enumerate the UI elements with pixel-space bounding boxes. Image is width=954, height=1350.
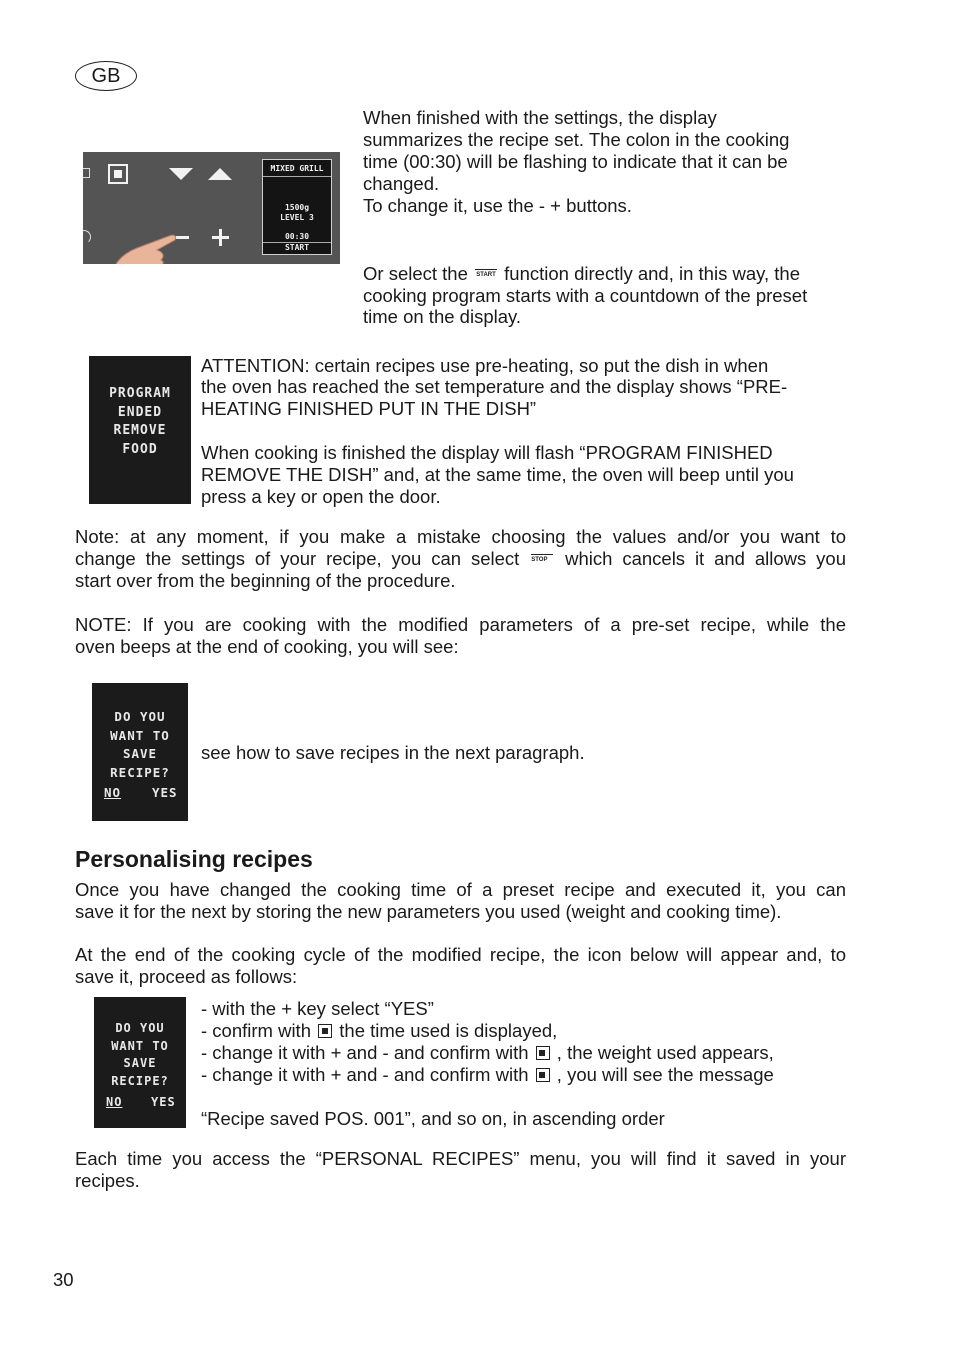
ok-square-icon: [108, 164, 128, 184]
s1-line-2: summarizes the recipe set. The colon in the cooking: [363, 129, 790, 150]
s2-line-1: ATTENTION: certain recipes use pre-heating, so put the dish in when: [201, 355, 769, 376]
section-heading: Personalising recipes: [75, 846, 313, 872]
note1-line-1: Note: at any moment, if you make a mistake choosing the values and/or you want to: [75, 526, 846, 547]
yes-option: YES: [151, 1095, 176, 1109]
save-recipe-screen: [92, 683, 188, 821]
program-ended-screen: [89, 356, 191, 504]
note1-line-2-post: which cancels it and allows you: [565, 548, 847, 569]
step-2: [201, 1020, 557, 1042]
no-option: NO: [104, 785, 122, 800]
s2-line-3: HEATING FINISHED PUT IN THE DISH”: [201, 398, 537, 419]
s2-line-5: REMOVE THE DISH” and, at the same time, the oven will beep until you: [201, 464, 794, 485]
s1-line-5: To change it, use the - + buttons.: [363, 195, 632, 216]
note1-line-2: [75, 548, 846, 570]
screen-line: PROGRAM: [109, 386, 171, 401]
screen-line: REMOVE: [113, 423, 167, 438]
display-line-weight: 1500g: [284, 203, 310, 212]
start-line-2: cooking program starts with a countdown of the preset: [363, 285, 808, 306]
step-4-post: , you will see the message: [556, 1064, 774, 1085]
control-panel-image: [83, 152, 340, 264]
screen-line: DO YOU: [115, 1021, 165, 1035]
yes-option: YES: [152, 785, 178, 800]
step-2-post: the time used is displayed,: [339, 1020, 558, 1041]
ok-button-icon: [536, 1068, 550, 1082]
step-2-pre: - confirm with: [201, 1020, 311, 1041]
display-line-start: START: [263, 242, 331, 253]
p2-line-2: save it, proceed as follows:: [75, 966, 298, 987]
note2-line-1: NOTE: If you are cooking with the modified parameters of a pre-set recipe, while the: [75, 614, 846, 635]
display-line-time: 00:30: [284, 232, 310, 241]
plus-icon: [212, 229, 229, 246]
screen-line: SAVE: [122, 746, 158, 761]
screen-line: WANT TO: [111, 1038, 169, 1053]
note1-line-3: start over from the beginning of the procedure.: [75, 570, 456, 591]
pointing-hand-icon: [113, 232, 183, 264]
display-line-title: MIXED GRILL: [263, 164, 331, 177]
partial-icon: [83, 168, 90, 178]
step-3: [201, 1042, 774, 1064]
s1-line-3: time (00:30) will be flashing to indicate that it can be: [363, 151, 788, 172]
note2-line-2: oven beeps at the end of cooking, you will see:: [75, 636, 459, 657]
s1-line-4: changed.: [363, 173, 440, 194]
mini-display: [262, 159, 332, 255]
language-badge: GB: [75, 61, 137, 91]
screen-line: SAVE: [123, 1056, 157, 1070]
step-4-pre: - change it with + and - and confirm with: [201, 1064, 529, 1085]
step-4: [201, 1064, 774, 1086]
screen-line: DO YOU: [114, 709, 166, 724]
step-3-post: , the weight used appears,: [556, 1042, 774, 1063]
s1-line-1: When finished with the settings, the display: [363, 107, 717, 128]
signal-icon: [83, 230, 91, 244]
stop-key-icon: STOP: [531, 554, 553, 567]
save-recipe-screen-2: [94, 997, 186, 1128]
start-line-post: function directly and, in this way, the: [504, 263, 800, 284]
screen-line: FOOD: [122, 441, 158, 457]
screen-line: RECIPE?: [111, 1073, 169, 1088]
screen-line: RECIPE?: [110, 764, 170, 780]
s2-line-6: press a key or open the door.: [201, 486, 441, 507]
closing-line-1: Each time you access the “PERSONAL RECIPES” menu, you will find it saved in your: [75, 1148, 846, 1169]
screen-line: WANT TO: [110, 727, 170, 743]
step-1: - with the + key select “YES”: [201, 998, 434, 1019]
s2-line-4: When cooking is finished the display will flash “PROGRAM FINISHED: [201, 442, 773, 463]
start-key-icon: START: [475, 269, 497, 282]
start-line-1: [363, 263, 800, 285]
display-line-level: LEVEL 3: [280, 213, 314, 222]
screen-line: ENDED: [117, 404, 163, 420]
p2-line-1: At the end of the cooking cycle of the modified recipe, the icon below will appear and, to: [75, 944, 846, 965]
step-5: “Recipe saved POS. 001”, and so on, in ascending order: [201, 1108, 665, 1129]
arrow-up-icon: [208, 167, 232, 181]
p1-line-1: Once you have changed the cooking time of a preset recipe and executed it, you can: [75, 879, 846, 900]
page-number: 30: [53, 1269, 74, 1290]
ok-button-icon: [536, 1046, 550, 1060]
step-3-pre: - change it with + and - and confirm with: [201, 1042, 529, 1063]
start-line-pre: Or select the: [363, 263, 468, 284]
arrow-down-icon: [169, 168, 193, 182]
closing-line-2: recipes.: [75, 1170, 140, 1191]
start-line-3: time on the display.: [363, 306, 522, 327]
ok-button-icon: [318, 1024, 332, 1038]
save-caption: see how to save recipes in the next paragraph.: [201, 742, 585, 763]
no-option: NO: [106, 1095, 123, 1109]
note1-line-2-pre: change the settings of your recipe, you can select: [75, 548, 520, 569]
s2-line-2: the oven has reached the set temperature and the display shows “PRE-: [201, 376, 788, 397]
p1-line-2: save it for the next by storing the new parameters you used (weight and cooking time).: [75, 901, 782, 922]
